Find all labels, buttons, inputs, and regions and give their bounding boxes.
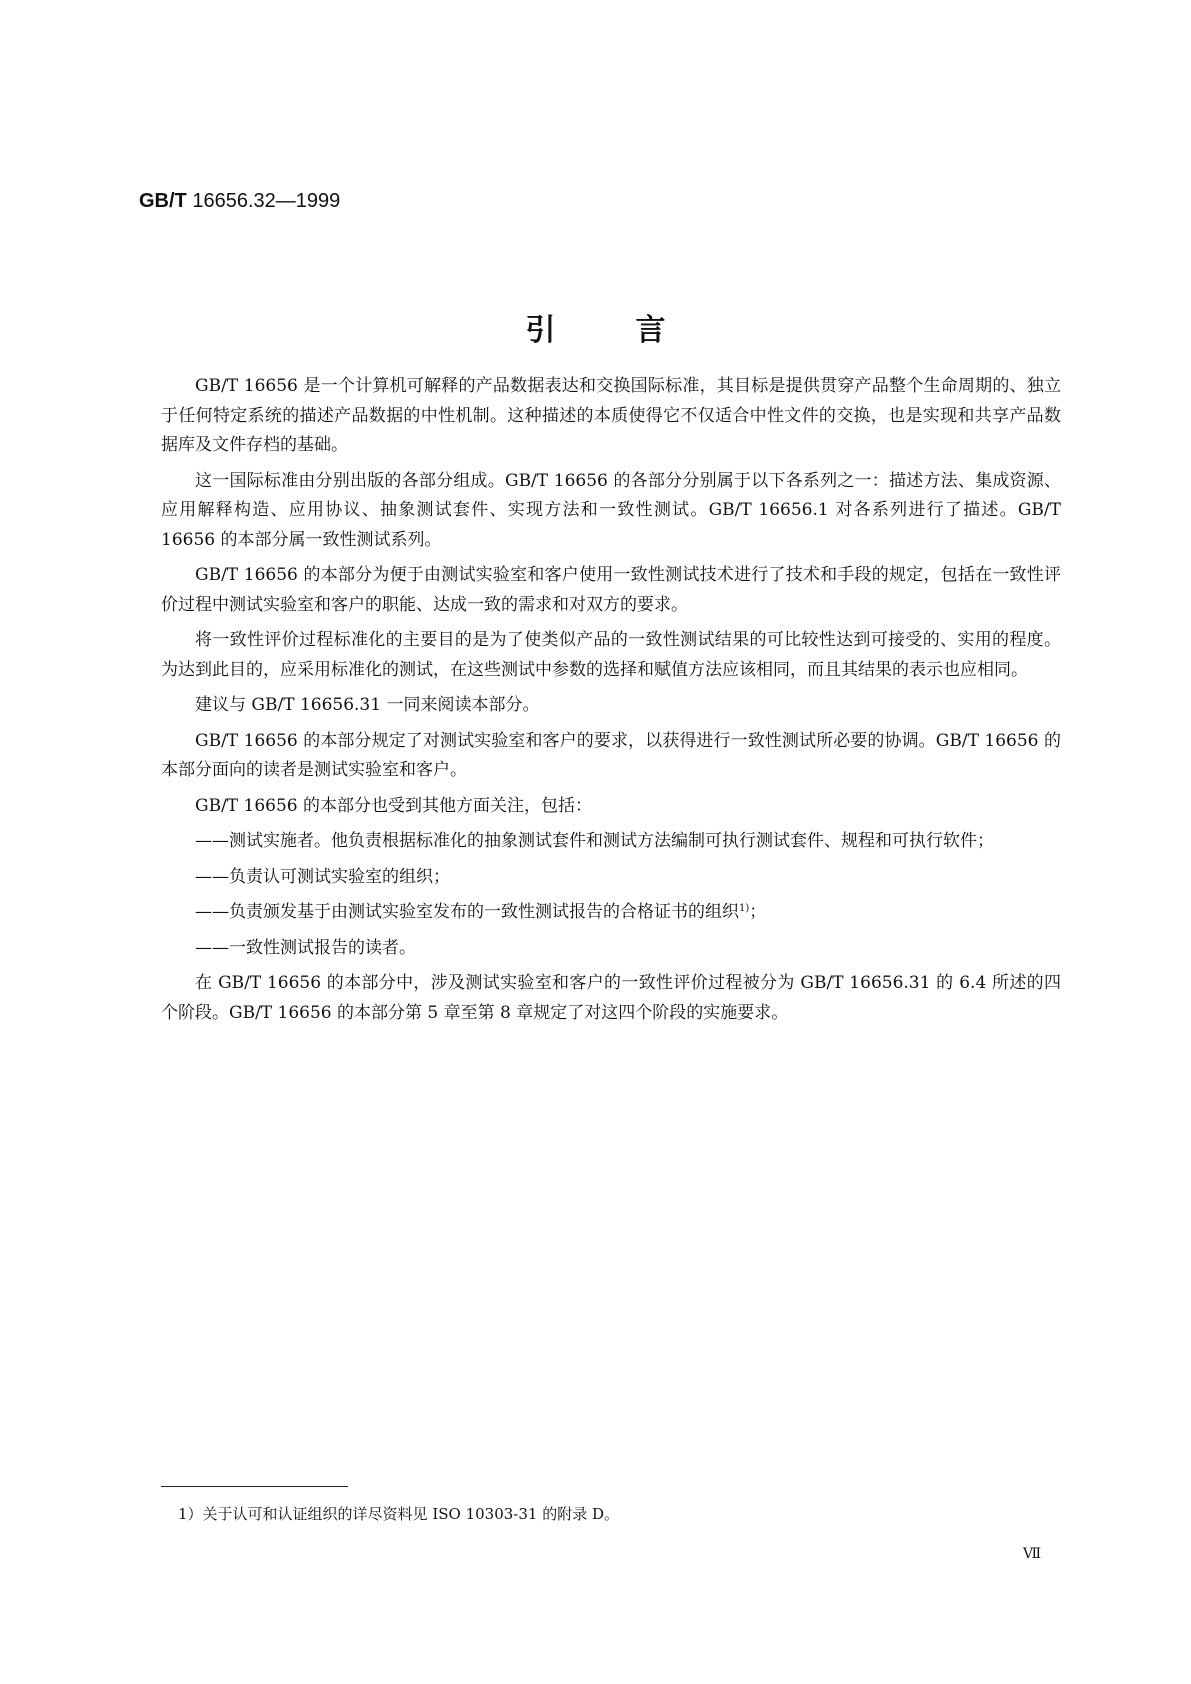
paragraph: GB/T 16656 的本部分为便于由测试实验室和客户使用一致性测试技术进行了技术和手段的规定，包括在一致性评价过程中测试实验室和客户的职能、达成一致的需求和对双方的要求。 — [161, 565, 1061, 615]
introduction-body — [161, 372, 1061, 1034]
list-item: ——一致性测试报告的读者。 — [195, 937, 416, 958]
footnote-reference: 1) — [739, 903, 750, 914]
list-item-text: ——负责颁发基于由测试实验室发布的一致性测试报告的合格证书的组织 — [195, 902, 739, 922]
footnote-divider — [161, 1486, 348, 1487]
paragraph: 在 GB/T 16656 的本部分中，涉及测试实验室和客户的一致性评价过程被分为 GB/T 16656.31 的 6.4 所述的四个阶段。GB/T 16656 的本部分第 5 章至第 8 章规定了对这四个阶段的实施要求。 — [161, 973, 1061, 1023]
standard-number: 16656.32—1999 — [192, 190, 341, 212]
page-title: 引言 — [525, 313, 746, 348]
paragraph: 建议与 GB/T 16656.31 一同来阅读本部分。 — [195, 695, 540, 715]
paragraph: GB/T 16656 是一个计算机可解释的产品数据表达和交换国际标准，其目标是提供贯穿产品整个生命周期的、独立于任何特定系统的描述产品数据的中性机制。这种描述的本质使得它不仅适合中性文件的交换，也是实现和共享产品数据库及文件存档的基础。 — [161, 376, 1061, 455]
footnote: 1）关于认可和认证组织的详尽资料见 ISO 10303-31 的附录 D。 — [178, 1505, 620, 1523]
list-item: ——负责认可测试实验室的组织； — [195, 866, 450, 887]
list-item-suffix: ； — [749, 902, 767, 922]
page-number: Ⅶ — [1023, 1546, 1042, 1562]
paragraph: 这一国际标准由分别出版的各部分组成。GB/T 16656 的各部分分别属于以下各系列之一：描述方法、集成资源、应用解释构造、应用协议、抽象测试套件、实现方法和一致性测试。GB/T 16656.1 对各系列进行了描述。GB/T 16656 的本部分属一致性测试系列。 — [161, 470, 1061, 550]
list-item — [161, 898, 1061, 928]
paragraph: 将一致性评价过程标准化的主要目的是为了使类似产品的一致性测试结果的可比较性达到可接受的、实用的程度。为达到此目的，应采用标准化的测试，在这些测试中参数的选择和赋值方法应该相同，而且其结果的表示也应相同。 — [161, 630, 1061, 680]
standard-prefix: GB/T — [139, 190, 187, 212]
paragraph: GB/T 16656 的本部分也受到其他方面关注，包括： — [195, 795, 593, 816]
list-item: ——测试实施者。他负责根据标准化的抽象测试套件和测试方法编制可执行测试套件、规程和可执行软件； — [195, 831, 994, 851]
document-code — [139, 190, 340, 213]
paragraph: GB/T 16656 的本部分规定了对测试实验室和客户的要求，以获得进行一致性测试所必要的协调。GB/T 16656 的本部分面向的读者是测试实验室和客户。 — [161, 730, 1061, 780]
